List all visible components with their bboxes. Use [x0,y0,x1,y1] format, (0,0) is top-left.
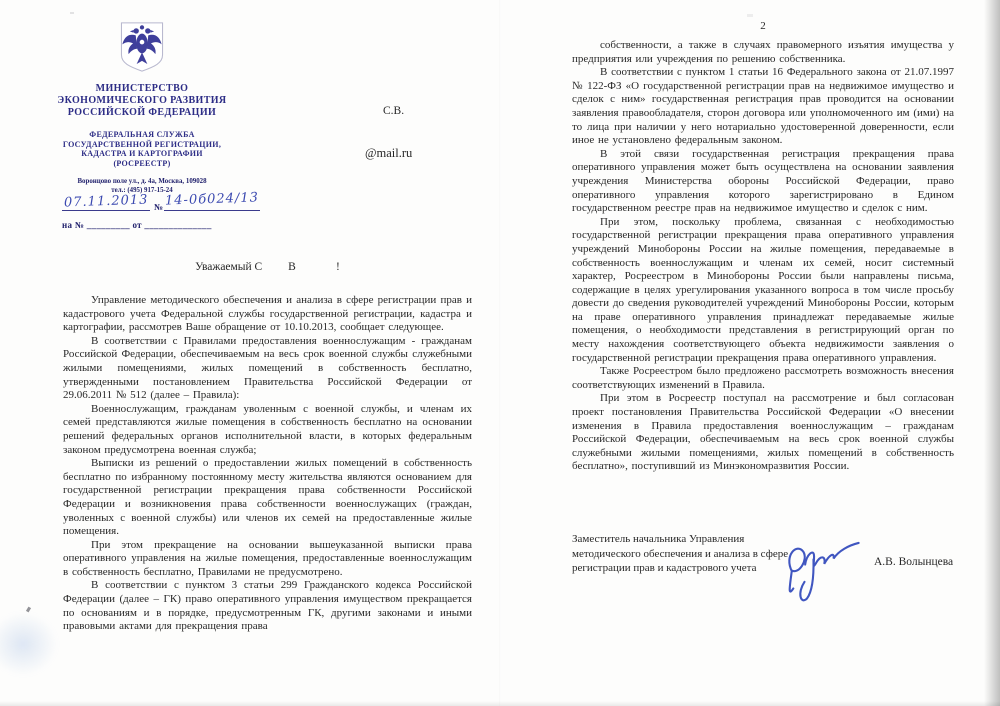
handwritten-number: 14-0б024/13 [164,190,260,209]
paragraph: Управление методического обеспечения и анализа в сфере регистрации прав и кадастрового учета Федеральной службы государственной регистрации, кадастра и картографии, рассмотрев Ваше обращение от 10.10.2013, сообщает следующее. [63,294,472,334]
signer-position-line: регистрации прав и кадастрового учета [572,562,757,574]
outgoing-date-field [62,194,150,211]
signature-ink-icon [773,525,875,614]
service-name [31,130,253,168]
paragraph: собственности, а также в случаях правомерного изъятия имущества у предприятия или учреждения по решению собственника. [572,39,954,65]
paragraph: При этом в Росреестр поступал на рассмотрение и был согласован проект постановления Правительства Российской Федерации «О внесении изменения в Правила предоставления военнослужащим – гражданам Российской Федерации, обеспечиваемым на весь срок военной службы служебными жилыми помещениями, жилых помещений в собственность бесплатно», поступивший из Минэкономразвития России. [572,392,954,473]
paragraph: В этой связи государственная регистрация прекращения права оперативного управления может быть осуществлена на основании заявления учреждения Министерства обороны Российской Федерации, право оперативного управления которого зарегистрировано в Едином государственном реестре прав на недвижимое имущество и сделок с ним. [572,147,954,215]
number-sign-label: № [154,202,164,212]
paragraph: Выписки из решений о предоставлении жилых помещений в собственность бесплатно по избранному постоянному месту жительства являются основанием для государственной регистрации прекращения права собственности Российской Федерации и возникновения права собственности военнослужащих (граждан, уволенных с военной службы) или членов их семей на предоставленные жилые помещения. [63,457,472,538]
signer-position-line: Заместитель начальника Управления [572,533,745,545]
paragraph: При этом, поскольку проблема, связанная с необходимостью государственной регистрации прекращения права оперативного управления учреждений Минобороны России на жилые помещения, передаваемые в собственность военнослужащим и членам их семей, носит системный характер, Росреестром в Минобороны России были направлены письма, содержащие в целях урегулирования указанного вопроса в том числе просьбу довести до сведения руководителей учреждений Минобороны России, которым на праве оперативного управления принадлежат передаваемые жилые помещения, о необходимости представления в регистрирующий орган по месту нахождения соответствующего объекта недвижимости заявления о государственной регистрации прекращения права оперативного управления. [572,215,954,364]
letterhead-phone: тел.: (495) 917-15-24 [111,186,173,194]
paragraph: Также Росреестром было предложено рассмотреть возможность внесения соответствующих изменений в Правила. [572,365,954,391]
ministry-line: РОССИЙСКОЙ ФЕДЕРАЦИИ [67,107,217,118]
service-line: (РОСРЕЕСТР) [113,158,171,168]
letterhead [31,20,253,195]
ministry-line: МИНИСТЕРСТВО [95,83,189,94]
signer-position [572,532,802,576]
paragraph: В соответствии с пунктом 3 статьи 299 Гражданского кодекса Российской Федерации (далее – ГК) право оперативного управления имуществом прекращается по основаниям и в порядке, предусмотренным ГК, другими законами и иными правовыми актами для прекращения права [63,579,472,633]
reference-line: на № _________ от ______________ [62,220,212,230]
recipient-email: @mail.ru [365,146,413,160]
greeting-line: Уважаемый С В ! [195,261,340,273]
signer-name: А.В. Волынцева [874,556,954,568]
page2-body [572,39,954,474]
paragraph: Военнослужащим, гражданам уволенным с военной службы, и членам их семей представляются жилые помещения в собственность бесплатно на основании решений федеральных органов исполнительной власти, в которых федеральным законом предусмотрена военная служба; [63,402,472,456]
page-number: 2 [760,20,766,32]
letterhead-address: Воронцово поле ул., д. 4а, Москва, 109028 [77,178,207,186]
paragraph: В соответствии с Правилами предоставления военнослужащим - гражданам Российской Федерации, обеспечиваемым на весь срок военной службы служебными жилыми помещениями, жилых помещений в собственность бесплатно, утвержденными постановлением Правительства Российской Федерации от 29.06.2011 № 512 (далее – Правила): [63,334,472,402]
ministry-line: ЭКОНОМИЧЕСКОГО РАЗВИТИЯ [57,95,227,106]
paragraph: В соответствии с пунктом 1 статьи 16 Федерального закона от 21.07.1997 № 122-ФЗ «О государственной регистрации прав на недвижимое имущество и сделок с ним» государственная регистрация прав проводится на основании заявления правообладателя, сторон договора или уполномоченного им (ими) на то лица при наличии у него нотариально удостоверенной доверенности, если иное не установлено федеральным законом. [572,66,954,147]
recipient-initials: С.В. [383,105,405,117]
outgoing-number-field [164,192,260,211]
handwritten-date: 07.11.2013 [63,192,149,211]
ministry-name [31,83,253,119]
page1-body [63,294,472,634]
service-line: ГОСУДАРСТВЕННОЙ РЕГИСТРАЦИИ, [62,139,222,149]
coat-of-arms-icon [117,20,167,79]
paragraph: При этом прекращение на основании вышеуказанной выписки права оперативного управления на жилые помещения, предоставленные военнослужащим в собственность бесплатно, Правилами не предусмотрено. [63,538,472,578]
service-line: ФЕДЕРАЛЬНАЯ СЛУЖБА [89,130,195,139]
service-line: КАДАСТРА И КАРТОГРАФИИ [81,149,203,159]
signer-position-line: методического обеспечения и анализа в сфере [572,547,789,560]
